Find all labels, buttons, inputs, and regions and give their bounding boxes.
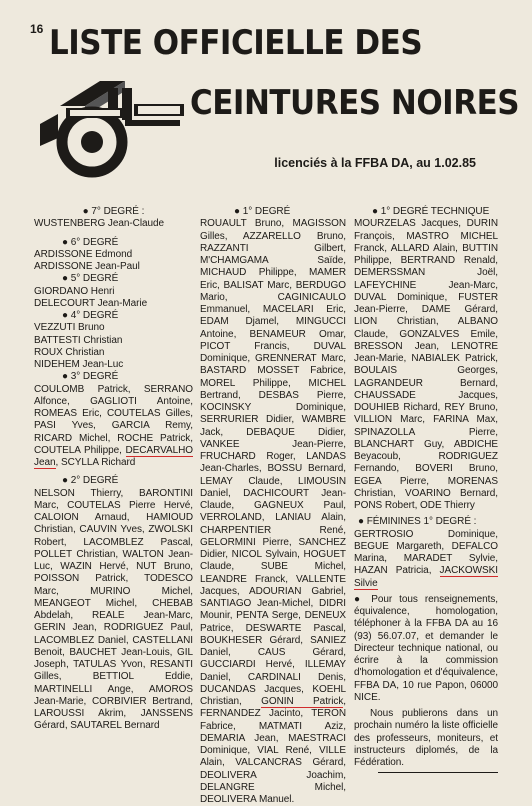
women-degree-heading: ● FÉMININES 1° DEGRÉ : xyxy=(354,516,498,528)
federation-logo xyxy=(30,66,190,186)
info-text: Pour tous renseignements, équivalence, homologation, téléphoner à la FFBA DA au 16 (93) 56.07.07, et demander le Directeur technique national, ou écrire à la commission d'homologation et d'équivalence, FFBA DA, 10 rue Papon, 06000 NICE. xyxy=(354,593,499,703)
degree-6-heading: ● 6° DEGRÉ xyxy=(34,237,193,249)
highlighted-name: GONIN Patrick xyxy=(261,696,344,707)
degree-7-names: WUSTENBERG Jean-Claude xyxy=(34,218,165,230)
degree-4-name: VEZZUTI Bruno xyxy=(34,322,105,334)
degree-4-name: ROUX Christian xyxy=(34,346,105,358)
degree-5-heading: ● 5° DEGRÉ xyxy=(34,273,193,285)
degree-3-names xyxy=(34,384,193,470)
technical-degree-heading: ● 1° DEGRÉ TECHNIQUE xyxy=(354,206,498,218)
degree-3-text: , SCYLLA Richard xyxy=(55,457,136,468)
degree-3-text: COULOMB Patrick, SERRANO Alfonce, GAGLIOTI Antoine, ROMEAS Eric, COUTELAS Gilles, PASI Yves, GARCIA Remy, RICARD Michel, ROCHE Patrick, COUTELA Philippe, xyxy=(34,383,193,456)
column-3 xyxy=(354,206,498,773)
degree-4-name: NIDEHEM Jean-Luc xyxy=(34,359,124,370)
degree-1-heading: ● 1° DEGRÉ xyxy=(200,206,346,218)
page-number: 16 xyxy=(30,22,44,36)
degree-1-names xyxy=(200,218,346,806)
degree-1-text: , FERNANDEZ Jacinto, TERON Fabrice, MATMATI Aziz, DEMARIA Jean, MAESTRACI Dominique, VIAL René, VILLE Alain, VALCANCRAS Gérard, DEOLIVERA Joachim, DELANGRE Michel, DEOLIVERA Manuel. xyxy=(200,696,347,805)
degree-6-name: ARDISSONE Edmond xyxy=(34,248,133,260)
degree-3-heading: ● 3° DEGRÉ xyxy=(34,371,193,383)
column-1 xyxy=(34,206,193,733)
closing-paragraph: Nous publierons dans un prochain numéro la liste officielle des professeurs, moniteurs, et instructeurs diplomés, de la Fédération. xyxy=(354,708,498,768)
highlighted-name: DECARVALHO Jean xyxy=(34,444,193,468)
degree-5-name: GIORDANO Henri xyxy=(34,285,115,297)
women-degree-text: GERTROSIO Dominique, BEGUE Margareth, DEFALCO Marina, MARADET Sylvie, HAZAN Patricia, xyxy=(354,528,498,577)
degree-2-heading: ● 2° DEGRÉ xyxy=(34,475,193,487)
degree-4-heading: ● 4° DEGRÉ xyxy=(34,310,193,322)
degree-2-names: NELSON Thierry, BARONTINI Marc, COUTELAS Pierre Hervé, CALOION Arnaud, HAMIOUD Christian, CAUVIN Yves, ZWOLSKI Robert, LACOMBLEZ Pascal, POLLET Christian, WALTON Jean-Luc, WAZIN Hervé, NUT Bruno, POISSON Patrick, TODESCO Marc, MURINO Michel, MEANGEOT Michel, CHEBAB Abdelah, REALE Jean-Marc, GERIN Jean, RODRIGUEZ Paul, LACOMBLEZ Daniel, CASTELLANI Benoit, BAUCHET Jean-Louis, GIL Joseph, TATULAS Yvon, RESANTI Gilles, BETTIOL Eddie, MARTINELLI Ange, AMOROS Jean-Marie, CORBIVIER Bertrand, LAROUSSI Akrim, JANSSENS Gérard, SAUTAREL Bernard xyxy=(34,487,193,732)
degree-6-name: ARDISSONE Jean-Paul xyxy=(34,261,140,272)
technical-degree-names: MOURZELAS Jacques, DURIN François, MASTRO MICHEL Franck, ALLARD Alain, BUTTIN Philippe, BERTRAND Renald, DEMERSSMAN Joël, LAFEYCHINE Jean-Marc, DUVAL Dominique, FUSTER Jean-Pierre, DAME Gérard, LION Christian, ALBANO Claude, GONZALVES Emile, BRESSON Jean, LENOTRE Jean-Marie, NABIALEK Patrick, BOULAIS Georges, LAGRANDEUR Bernard, CHAUSSADE Jacques, DOUHIEB Richard, REY Bruno, VILLION Marc, FARINA Max, SPINAZOLLA Pierre, BLANCHART Guy, ABDICHE Beyacoub, RODRIGUEZ Fernando, BOVERI Bruno, EGEA Pierre, MORENAS Christian, VOARINO Bernard, PONS Robert, ODE Thierry xyxy=(354,218,498,511)
highlighted-name: JACKOWSKI Silvie xyxy=(354,565,498,589)
degree-4-name: BATTESTI Christian xyxy=(34,334,123,346)
women-degree-names xyxy=(354,529,498,590)
degree-1-text: ROUAULT Bruno, MAGISSON Gilles, AZZARELLO Bruno, RAZZANTI Gilbert, M'CHAMGAMA Saïde, MICHAUD Philippe, MAMER Eric, BALISAT Marc, BERDUGO Mario, CAGINICAULO Emmanuel, MACELARI Eric, EDAM Djamel, MINGUCCI Antoine, BENAMEUR Omar, PICOT Francis, DUVAL Dominique, GRENNERAT Marc, BASTARD MOSSET Fabrice, MOREL Philippe, MICHEL Bertrand, DESBAS Pierre, KOCINSKY Dominique, SERRURIER Didier, WAMBRE Jack, DEBAQUE Didier, VANKEE Jean-Pierre, FRUCHARD Roger, LANDAS Jean-Charles, BOSSU Bernard, LEMAY Claude, LIMOUSIN Daniel, DACHICOURT Jean-Claude, GAGNEUX Paul, VERROLAND, LANIAU Alain, CHARPENTIER René, GELORMINI Pierre, SANCHEZ Didier, NICOL Sylvain, HOGUET Claude, SUBE Michel, LEANDRE Franck, VALLENTE Jacques, ADOURIAN Gabriel, SANTIAGO Jean-Michel, DIDRI Mounir, PENTA Serge, DENEUX Patrice, DESWARTE Pascal, BOUKHESER Gérard, SANIEZ Daniel, CAUS Gérard, GUCCIARDI Hervé, ILLEMAY Daniel, CARDINALI Denis, DUCANDAS Jacques, KOEHL Christian, xyxy=(200,218,346,707)
degree-5-name: DELECOURT Jean-Marie xyxy=(34,297,148,309)
degree-7-heading: ● 7° DEGRÉ : xyxy=(34,206,193,218)
column-2 xyxy=(200,206,346,806)
page-title-line1: LISTE OFFICIELLE DES xyxy=(49,23,423,63)
info-paragraph xyxy=(354,594,498,704)
bullet-icon xyxy=(354,594,371,605)
subtitle: licenciés à la FFBA DA, au 1.02.85 xyxy=(274,156,476,170)
bottom-rule xyxy=(378,772,498,773)
page-title-line2: CEINTURES NOIRES xyxy=(190,83,520,123)
